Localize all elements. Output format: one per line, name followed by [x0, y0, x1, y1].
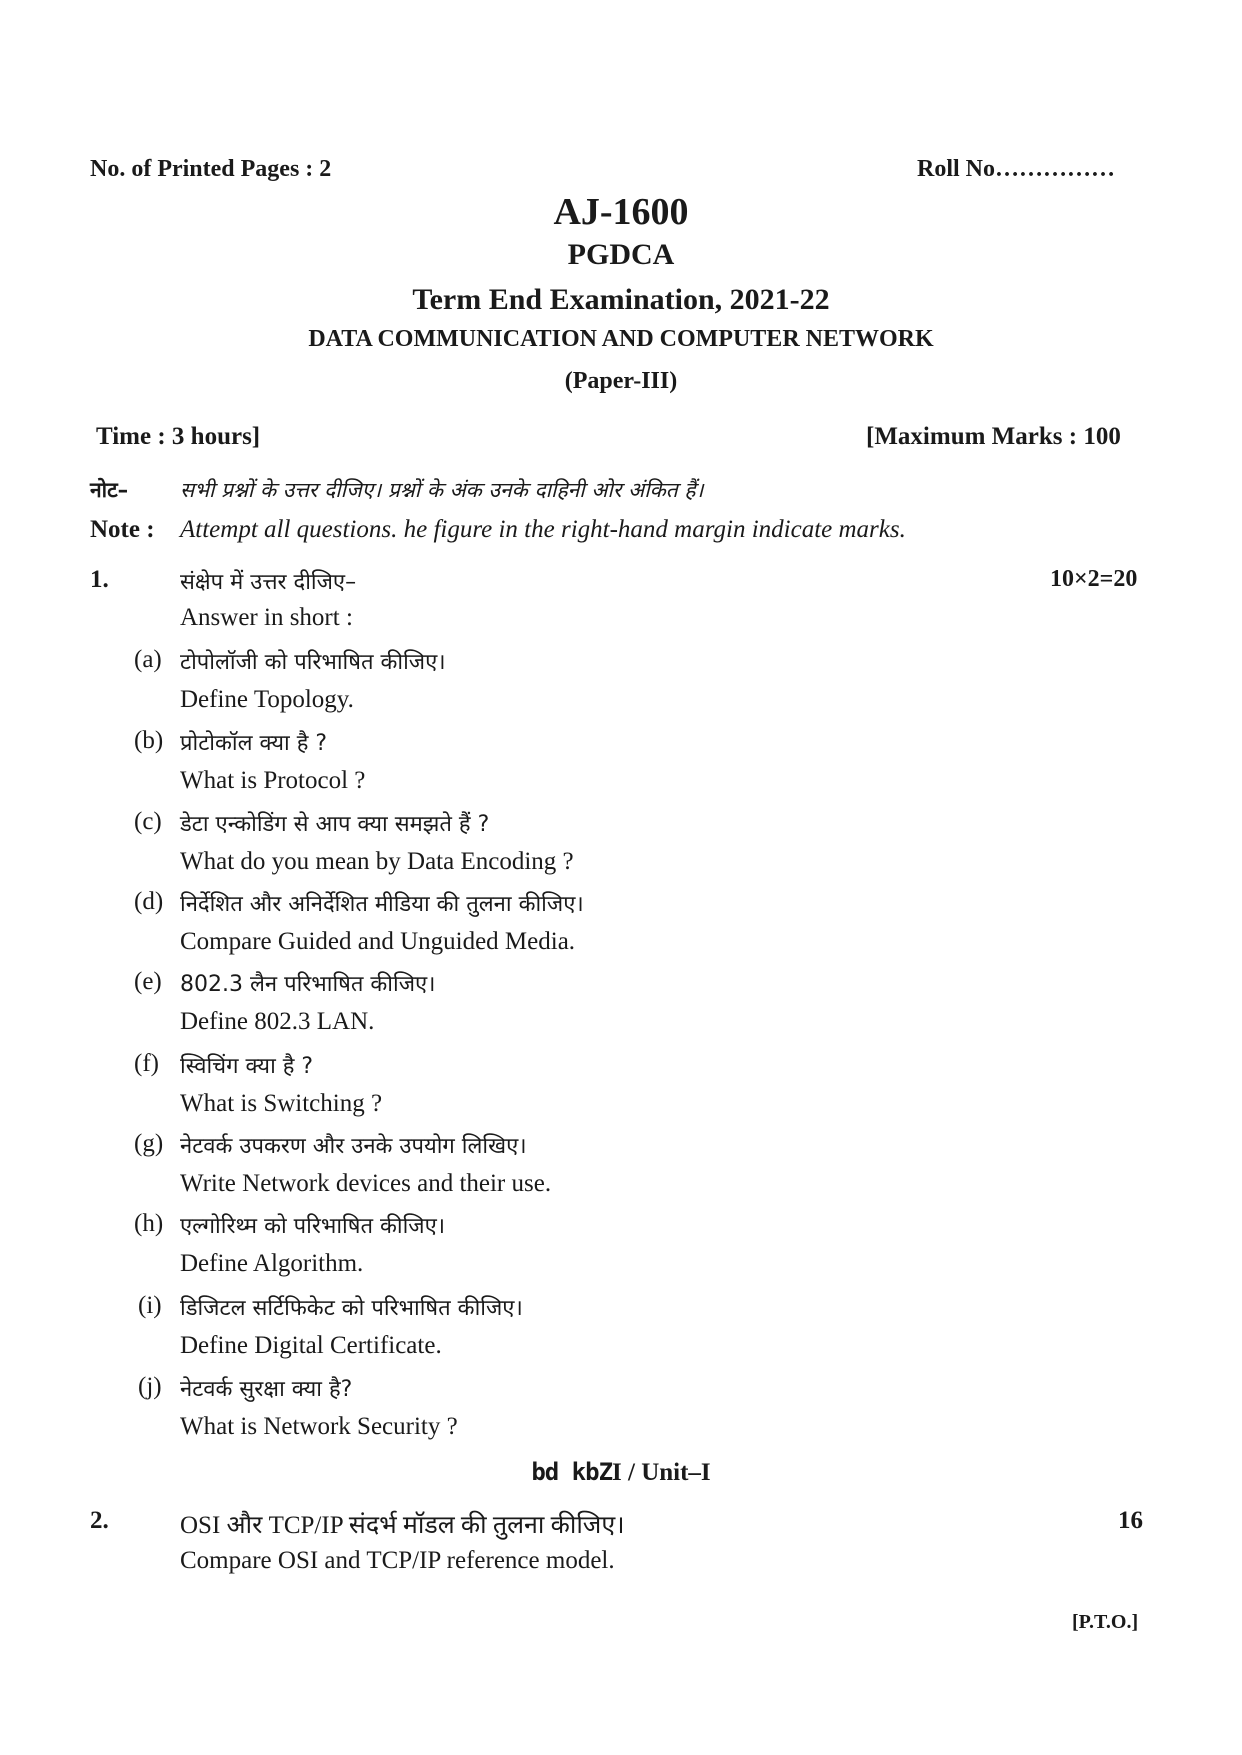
subquestion-english: Compare Guided and Unguided Media.	[180, 928, 576, 955]
subquestion-english: Define 802.3 LAN.	[180, 1008, 375, 1035]
subquestion-english: Define Algorithm.	[180, 1250, 364, 1277]
unit-heading-text: I / Unit–I	[612, 1459, 711, 1486]
subquestion-label: (j)	[138, 1373, 162, 1400]
question-1-marks: 10×2=20	[1050, 566, 1138, 592]
subquestion-label: (e)	[134, 968, 162, 995]
subquestion-hindi: एल्गोरिथ्म को परिभाषित कीजिए।	[180, 1214, 446, 1239]
english-note-label: Note :	[90, 516, 155, 543]
paper-number: (Paper-III)	[564, 368, 678, 394]
question-2-hindi: OSI और TCP/IP संदर्भ मॉडल की तुलना कीजिए।	[180, 1512, 625, 1539]
subquestion-hindi: नेटवर्क उपकरण और उनके उपयोग लिखिए।	[180, 1134, 527, 1159]
subquestion-hindi: निर्देशित और अनिर्देशित मीडिया की तुलना कीजिए।	[180, 892, 584, 917]
unit-heading	[0, 1458, 1242, 1487]
question-1-english: Answer in short :	[180, 604, 353, 631]
subquestion-label: (b)	[134, 727, 164, 754]
subquestion-english: Define Digital Certificate.	[180, 1332, 442, 1359]
subquestion-hindi: डिजिटल सर्टिफिकेट को परिभाषित कीजिए।	[180, 1296, 523, 1321]
subquestion-english: What is Network Security ?	[180, 1413, 458, 1440]
subquestion-hindi: 802.3 लैन परिभाषित कीजिए।	[180, 972, 436, 997]
subquestion-english: Write Network devices and their use.	[180, 1170, 552, 1197]
roll-no: Roll No……………	[917, 156, 1115, 182]
subquestion-english: What do you mean by Data Encoding ?	[180, 848, 574, 875]
hindi-note-text: सभी प्रश्नों के उत्तर दीजिए। प्रश्नों के अंक उनके दाहिनी ओर अंकित हैं।	[180, 478, 704, 502]
question-1-number: 1.	[90, 566, 109, 593]
exam-time: Time : 3 hours]	[96, 423, 261, 450]
subquestion-english: What is Protocol ?	[180, 767, 366, 794]
subquestion-label: (g)	[134, 1130, 164, 1157]
subject-title: DATA COMMUNICATION AND COMPUTER NETWORK	[308, 326, 934, 352]
question-1-hindi: संक्षेप में उत्तर दीजिए–	[180, 570, 357, 595]
printed-pages: No. of Printed Pages : 2	[90, 156, 332, 182]
subquestion-english: Define Topology.	[180, 686, 354, 713]
unit-heading-garbled: bd kbZ	[531, 1458, 613, 1486]
pto-marker: [P.T.O.]	[1072, 1611, 1139, 1633]
max-marks: [Maximum Marks : 100	[866, 423, 1121, 450]
subquestion-hindi: डेटा एन्कोडिंग से आप क्या समझते हैं ?	[180, 812, 490, 837]
exam-title: Term End Examination, 2021-22	[412, 283, 830, 316]
hindi-note-label: नोट–	[90, 478, 129, 502]
subquestion-label: (i)	[138, 1292, 162, 1319]
subquestion-hindi: टोपोलॉजी को परिभाषित कीजिए।	[180, 650, 446, 675]
course-name: PGDCA	[567, 238, 675, 271]
subquestion-label: (c)	[134, 808, 162, 835]
subquestion-hindi: प्रोटोकॉल क्या है ?	[180, 731, 328, 756]
subquestion-label: (a)	[134, 646, 162, 673]
subquestion-label: (h)	[134, 1210, 164, 1237]
subquestion-hindi: नेटवर्क सुरक्षा क्या है?	[180, 1377, 353, 1402]
question-2-number: 2.	[90, 1507, 109, 1534]
subquestion-english: What is Switching ?	[180, 1090, 383, 1117]
question-2-marks: 16	[1118, 1507, 1143, 1534]
english-note-text: Attempt all questions. he figure in the right-hand margin indicate marks.	[180, 516, 906, 543]
question-2-english: Compare OSI and TCP/IP reference model.	[180, 1547, 615, 1574]
subquestion-label: (f)	[134, 1050, 159, 1077]
subquestion-hindi: स्विचिंग क्या है ?	[180, 1054, 314, 1079]
paper-code: AJ-1600	[553, 191, 689, 233]
subquestion-label: (d)	[134, 888, 164, 915]
